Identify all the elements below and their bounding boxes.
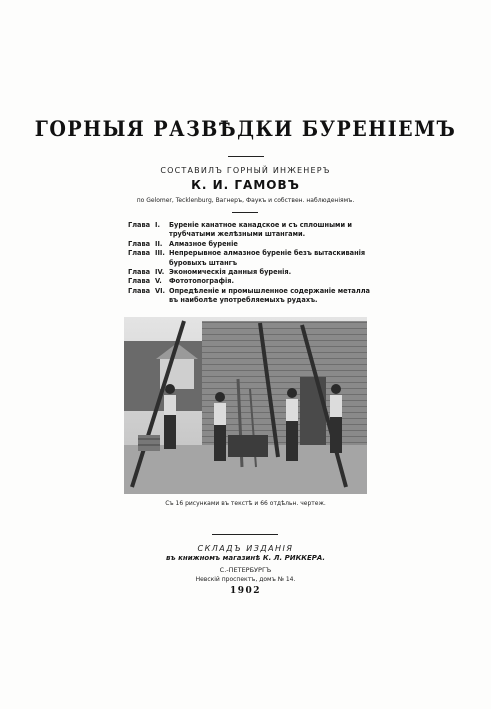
toc-text: Алмазное буреніе xyxy=(169,239,238,248)
toc-label: Глава xyxy=(128,268,151,277)
toc-text: Фототопографія. xyxy=(169,277,235,286)
caption-rule xyxy=(212,534,278,535)
publisher-address: Невскій проспектъ, домъ № 14. xyxy=(195,576,296,583)
toc-label: Глава xyxy=(128,277,151,286)
publication-year: 1902 xyxy=(229,586,262,596)
building-door xyxy=(300,377,326,447)
publisher-bookstore: въ книжномъ магазинѣ К. Л. РИККЕРА. xyxy=(165,554,326,562)
toc-chapter-1 xyxy=(128,221,378,240)
sources-rule xyxy=(232,212,258,213)
drilling-rig-photo xyxy=(124,317,367,494)
drill-machine xyxy=(228,435,268,457)
toc-text: Опредѣленіе и промышленное содержаніе металла въ наиболѣе употребляемыхъ рудахъ. xyxy=(169,286,370,305)
toc-number: I. xyxy=(155,221,160,229)
toc-chapter-5 xyxy=(128,277,378,286)
book-title: ГОРНЫЯ РАЗВѢДКИ БУРЕНІЕМЪ xyxy=(34,116,457,142)
publisher-warehouse: СКЛАДЪ ИЗДАНІЯ xyxy=(197,544,294,553)
title-rule xyxy=(228,156,264,157)
toc-number: II. xyxy=(155,239,163,248)
toc-chapter-4 xyxy=(128,268,378,277)
table-of-contents xyxy=(128,221,378,306)
toc-number: IV. xyxy=(155,268,165,277)
wooden-building xyxy=(202,321,367,461)
toc-label: Глава xyxy=(128,239,151,248)
illustrations-caption: Съ 16 рисунками въ текстѣ и 66 отдѣльн. чертеж. xyxy=(165,500,326,507)
toc-text: Непрерывное алмазное буреніе безъ вытаскиванія буровыхъ штангъ xyxy=(169,249,366,267)
author-name: К. И. ГАМОВЪ xyxy=(191,178,300,192)
toc-text: Буреніе канатное канадское и съ сплошными и трубчатыми желѣзными штангами. xyxy=(169,221,352,239)
publisher-city: С.-ПЕТЕРБУРГЪ xyxy=(219,566,272,574)
photo-illustration xyxy=(124,317,367,494)
toc-label: Глава xyxy=(128,286,151,295)
equipment-pile xyxy=(138,435,160,451)
toc-chapter-2 xyxy=(128,240,378,249)
toc-label: Глава xyxy=(128,221,151,229)
toc-text: Экономическія данныя буренія. xyxy=(169,268,292,277)
compiler-line: СОСТАВИЛЪ ГОРНЫЙ ИНЖЕНЕРЪ xyxy=(160,166,331,175)
toc-number: VI. xyxy=(155,286,166,295)
toc-chapter-3 xyxy=(128,249,378,268)
toc-chapter-6 xyxy=(128,287,378,306)
toc-number: III. xyxy=(155,249,165,258)
toc-label: Глава xyxy=(128,249,151,258)
toc-number: V. xyxy=(155,277,162,286)
sources-line: по Gelomer, Tecklenburg, Вагнеръ, Фаукъ и собствен. наблюденіямъ. xyxy=(136,197,355,204)
